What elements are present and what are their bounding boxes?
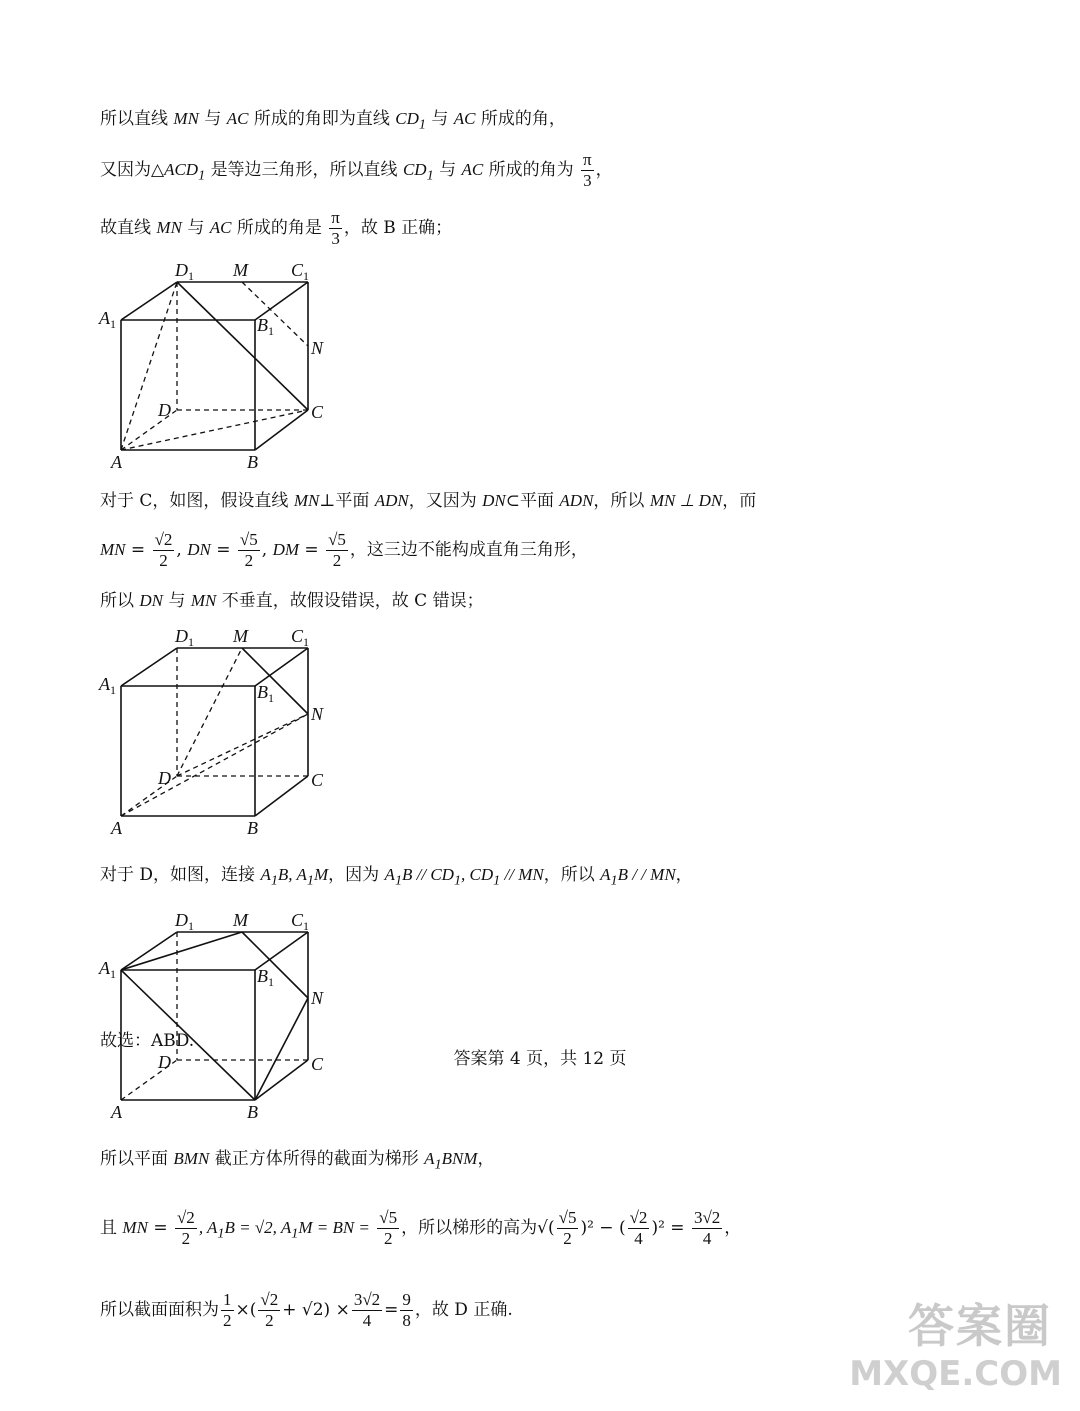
math-var: MN [293,491,320,510]
fraction: $\frac{√2}{2}$ [260,1290,279,1330]
paragraph-4 [100,490,756,512]
text: ，所以 [593,491,645,511]
fraction: $\frac{1}{2}$ [223,1290,232,1330]
text: 与 [168,591,186,611]
math-var: AC [461,160,484,179]
paragraph-5 [100,530,588,571]
text: = [304,540,319,560]
text: ，而 [722,491,757,511]
fraction: $\frac{√2}{2}$ [154,530,173,570]
paragraph-1 [100,108,566,135]
text: 不垂直，故假设错误，故 C 错误； [221,591,484,611]
text: ，故 D 正确. [414,1300,513,1320]
text: 对于 D，如图，连接 [100,865,256,885]
text: 故直线 [100,218,151,238]
label-M: M [233,260,248,280]
label-B: B [247,818,258,838]
fraction: $\frac{3√2}{4}$ [353,1290,381,1330]
text: 所以截面面积为 [100,1300,219,1320]
label-B: B [247,1102,258,1122]
label-N: N [311,988,324,1008]
math-var: DN [187,540,211,559]
fraction: $\frac{\pi}{3}$ [583,150,592,190]
text: 所成的角是 [236,218,322,238]
math-expr: $A_1B$ / / MN [600,865,676,889]
text: 所以直线 [100,109,168,129]
fraction: $\frac{\pi}{3}$ [331,208,340,248]
text: ，所以梯形的高为 [401,1218,538,1238]
label-D1: $D_1$ [175,626,194,649]
text: = [670,1218,685,1238]
label-C: C [311,1054,324,1074]
label-B1: $B_1$ [257,966,274,989]
text: 对于 C，如图，假设直线 [100,491,289,511]
label-D1: $D_1$ [175,910,194,933]
label-N: N [311,338,324,358]
text: ， [675,865,693,885]
label-B1: $B_1$ [257,682,274,705]
text: = [216,540,231,560]
paragraph-10 [100,1290,513,1331]
text: 与 [187,218,205,238]
text: 与 [204,109,222,129]
label-D: D [158,768,171,788]
label-C1: $C_1$ [291,626,310,649]
label-A: A [111,1102,122,1122]
text: ，故 B 正确； [343,218,453,238]
label-B1: $B_1$ [257,315,274,338]
fraction: $\frac{3√2}{4}$ [693,1208,721,1248]
math-expr: $A_1B // CD_1$, $CD_1$ // MN [384,865,544,889]
text: ⊥平面 [319,491,370,511]
watermark-logo: 答案圈 [908,1299,1052,1353]
fraction: $\frac{9}{8}$ [402,1290,411,1330]
label-C: C [311,402,324,422]
text: 是等边三角形，所以直线 [210,160,398,180]
paragraph-6 [100,590,484,612]
label-M: M [233,626,248,646]
fraction: $\frac{√5}{2}$ [239,530,258,570]
label-N: N [311,704,324,724]
math-var: DN [482,491,506,510]
math-var: AC [226,109,249,128]
fraction: $\frac{√2}{4}$ [629,1208,648,1248]
text: ， [477,1149,495,1169]
label-C1: $C_1$ [291,260,310,283]
math-var: ADN [559,491,594,510]
paragraph-9 [100,1208,741,1249]
math-var: MN [173,109,199,128]
text: = [130,540,146,560]
text: = [384,1300,399,1320]
label-B: B [247,452,258,472]
label-A1: $A_1$ [99,674,116,697]
text: 所成的角， [480,109,566,129]
text: ⊂平面 [505,491,555,511]
math-var: $CD_1$ [402,160,434,184]
text: √( [537,1218,555,1238]
text: 与 [439,160,457,180]
text: 所以 [100,591,134,611]
label-C: C [311,770,324,790]
math-expr: $A_1B$, $A_1M$ [260,865,329,889]
text: , [176,540,182,560]
fraction: $\frac{√5}{2}$ [328,530,346,570]
label-D: D [158,1052,171,1072]
math-var: DN [139,591,164,610]
text: 截正方体所得的截面为梯形 [214,1149,419,1169]
text: 所成的角即为直线 [253,109,390,129]
math-var: MN [190,591,217,610]
math-var: BMN [173,1149,210,1168]
text: 故选：ABD. [100,1031,195,1051]
math-var: $A_1BNM$ [424,1149,478,1173]
math-var: ADN [374,491,409,510]
math-var: MN [100,540,126,559]
text: ，又因为 [408,491,477,511]
text: )² − ( [580,1218,626,1238]
fraction: $\frac{√5}{2}$ [379,1208,398,1248]
cube-diagram [95,258,355,473]
text: ×( [235,1300,257,1320]
label-D: D [158,400,171,420]
cube-figure-3 [95,910,355,1125]
text: 且 [100,1218,117,1238]
text: 所以平面 [100,1149,168,1169]
math-var: $ACD_1$ [164,160,206,184]
label-A1: $A_1$ [99,958,116,981]
math-var: AC [453,109,476,128]
text: + √2) × [282,1300,350,1320]
text: , [261,540,268,560]
text: 所成的角为 [488,160,574,180]
math-var: MN ⊥ DN [649,491,723,510]
text: ，所以 [543,865,595,885]
text: 又因为△ [100,160,165,180]
paragraph-3 [100,208,452,249]
label-A: A [111,818,122,838]
math-var: MN [122,1218,148,1237]
cube-figure-2 [95,626,355,841]
cube-diagram [95,626,355,841]
fraction: $\frac{√5}{2}$ [558,1208,577,1248]
label-A: A [111,452,122,472]
cube-figure-1 [95,258,355,473]
math-var: DM [272,540,300,559]
label-M: M [233,910,248,930]
text: ，这三边不能构成直角三角形， [349,540,588,560]
math-var: MN [156,218,182,237]
text: ， [724,1218,742,1238]
label-A1: $A_1$ [99,308,116,331]
page-footer: 答案第 4 页，共 12 页 [453,1049,627,1069]
label-D1: $D_1$ [175,260,194,283]
math-var: AC [209,218,232,237]
text: )² [651,1218,665,1238]
math-var: $CD_1$ [395,109,426,133]
fraction: $\frac{√2}{2}$ [176,1208,195,1248]
math-expr: , $A_1B = √2$, $A_1M$ = BN = [198,1218,370,1242]
label-C1: $C_1$ [291,910,310,933]
text: ，因为 [328,865,380,885]
paragraph-8 [100,1148,494,1175]
text: = [153,1218,168,1238]
text: ， [595,160,613,180]
watermark [849,1290,1062,1400]
paragraph-7 [100,864,693,891]
cube-diagram [95,910,355,1125]
paragraph-2 [100,150,613,191]
watermark-url: MXQE.COM [849,1354,1062,1394]
text: 与 [431,109,449,129]
